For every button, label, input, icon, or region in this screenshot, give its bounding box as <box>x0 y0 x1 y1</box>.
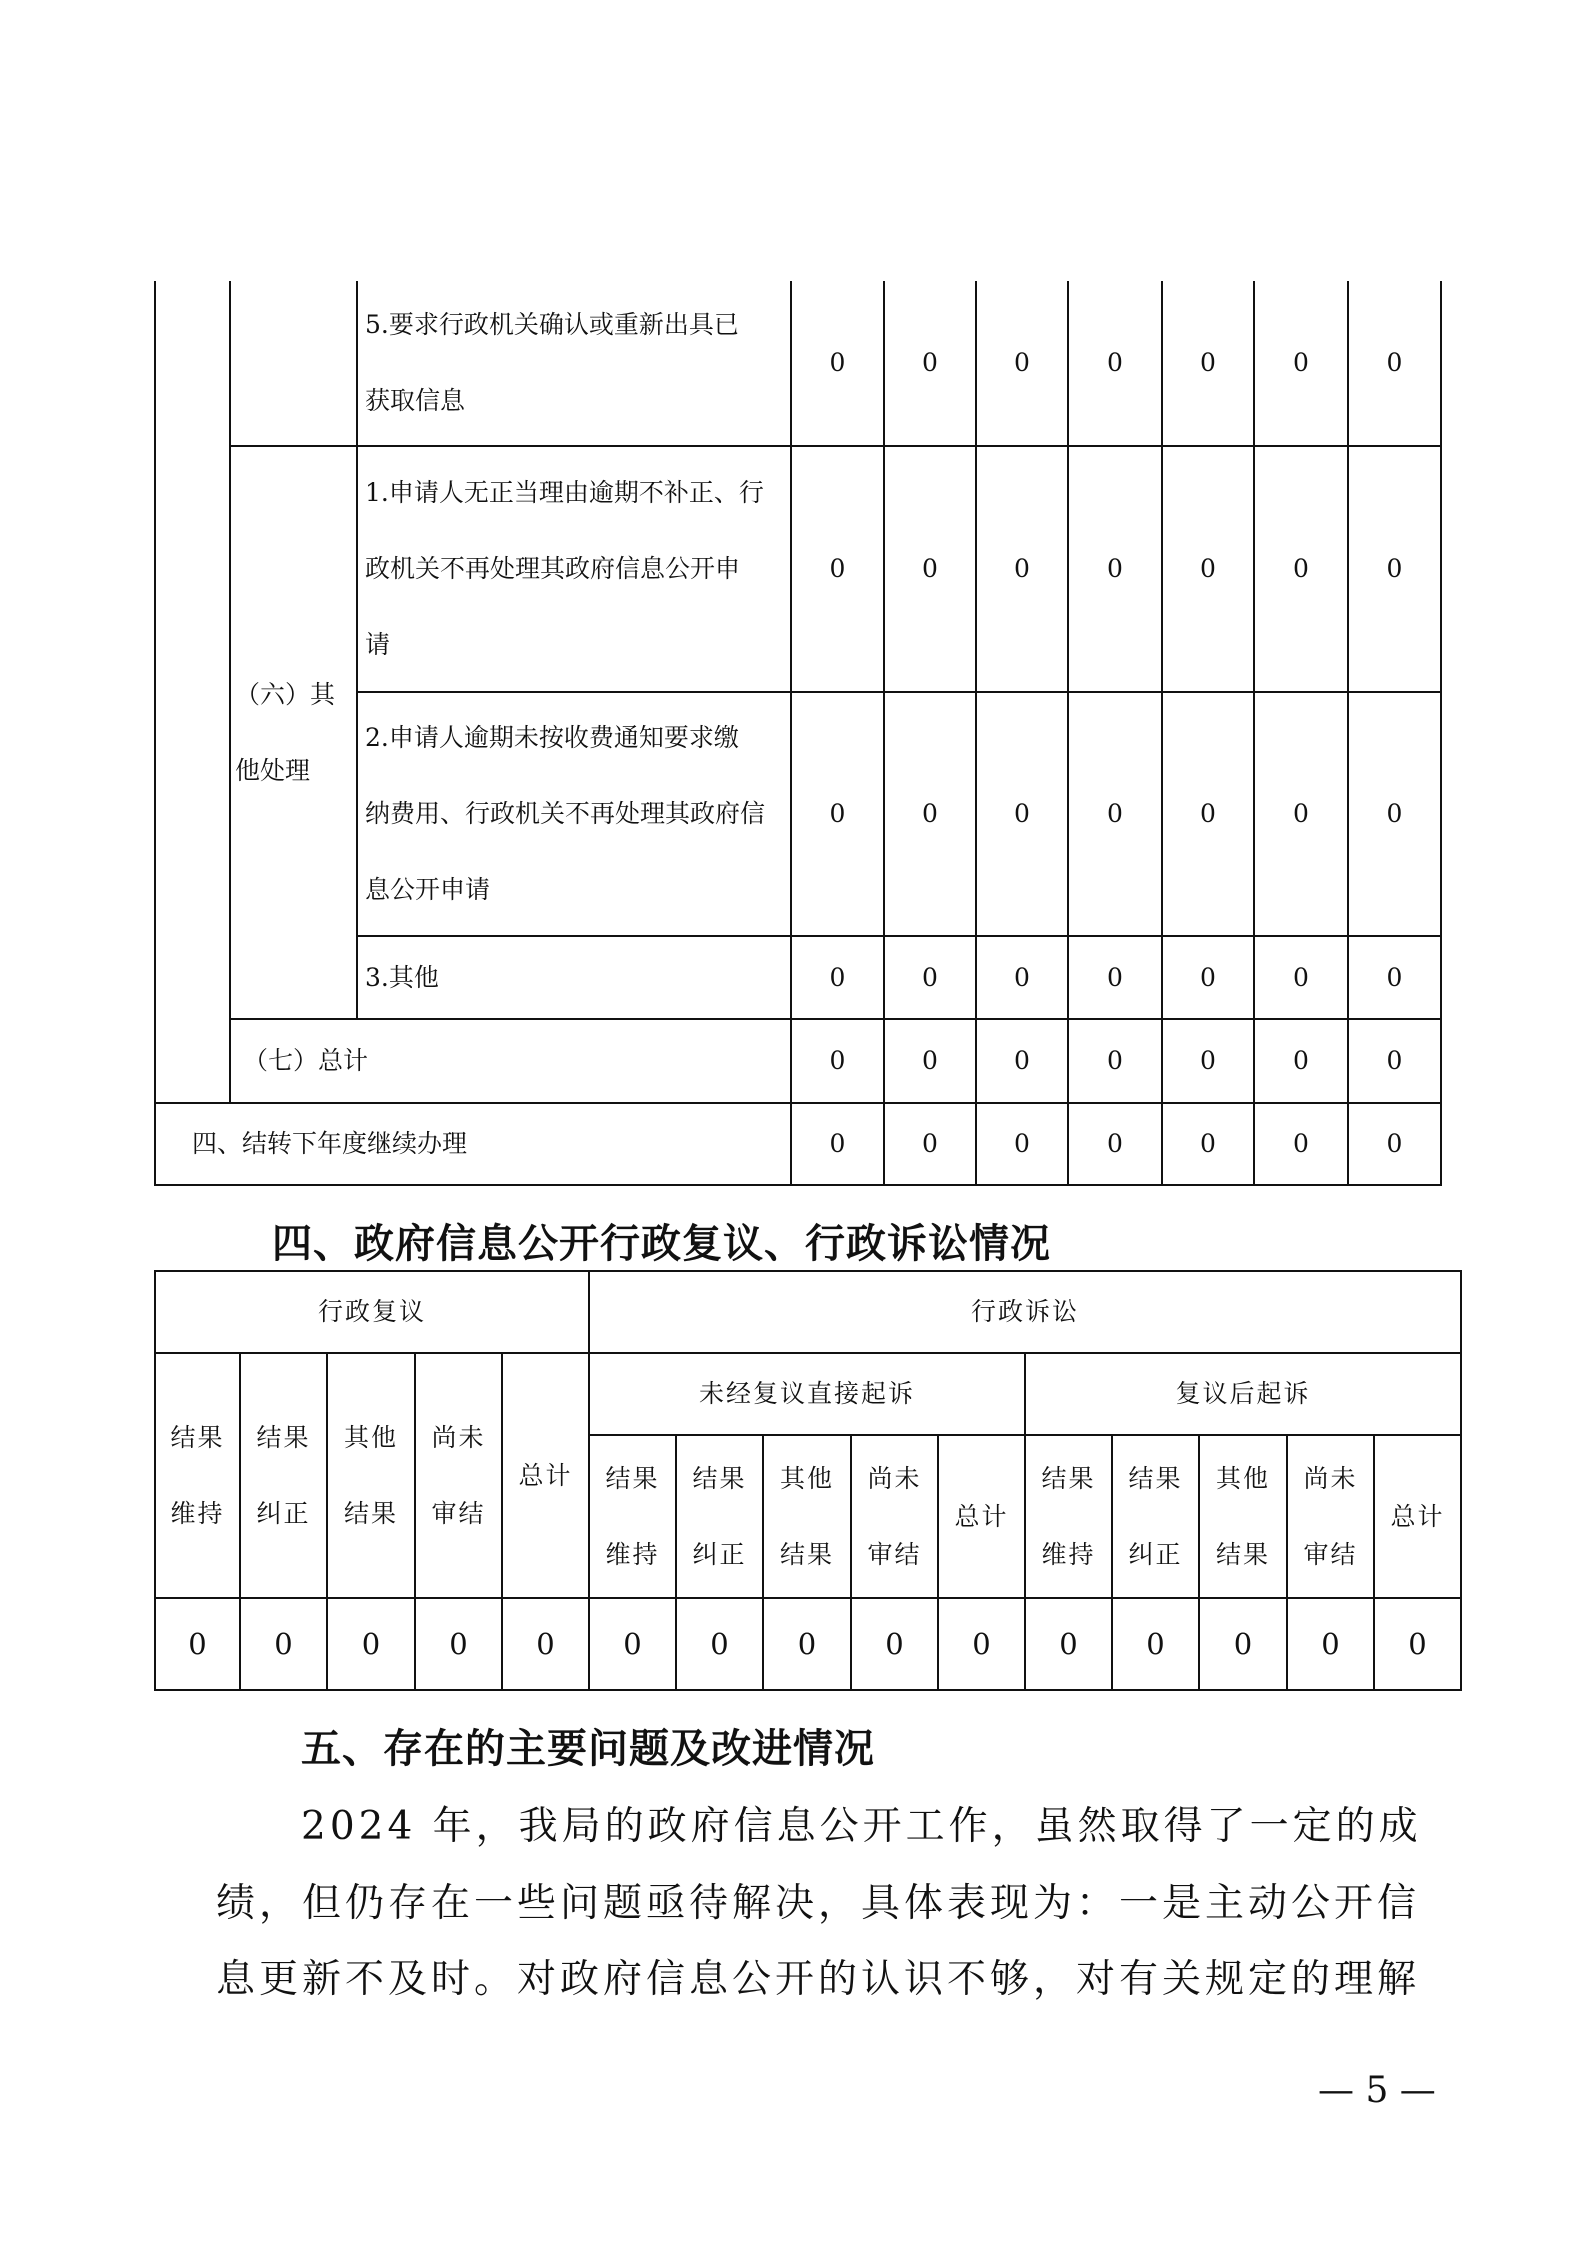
sub-header-cell: 总计 <box>503 1354 590 1599</box>
row-label-carryover: 四、结转下年度继续办理 <box>154 1104 792 1186</box>
value-cell: 0 <box>885 447 977 693</box>
value-cell: 0 <box>885 1020 977 1104</box>
value-cell: 0 <box>1069 281 1163 447</box>
header-administrative-litigation: 行政诉讼 <box>590 1270 1462 1354</box>
value-cell: 0 <box>1163 281 1255 447</box>
value-cell: 0 <box>977 693 1069 937</box>
value-cell: 0 <box>885 281 977 447</box>
value-cell: 0 <box>977 1020 1069 1104</box>
value-cell: 0 <box>1255 1104 1349 1186</box>
sub-header-cell: 结果 维持 <box>590 1436 677 1599</box>
value-cell: 0 <box>416 1599 503 1691</box>
value-cell: 0 <box>1069 447 1163 693</box>
value-cell: 0 <box>1255 447 1349 693</box>
value-cell: 0 <box>885 937 977 1020</box>
section-5-heading: 五、存在的主要问题及改进情况 <box>301 1726 875 1772</box>
paragraph-line: 2024 年，我局的政府信息公开工作，虽然取得了一定的成 <box>301 1804 1422 1849</box>
value-cell: 0 <box>677 1599 764 1691</box>
value-cell: 0 <box>1375 1599 1462 1691</box>
sub-header-cell: 尚未 审结 <box>852 1436 939 1599</box>
value-cell: 0 <box>1349 447 1442 693</box>
value-cell: 0 <box>885 693 977 937</box>
sub-header-cell: 总计 <box>1375 1436 1462 1599</box>
value-cell: 0 <box>1163 937 1255 1020</box>
value-cell: 0 <box>328 1599 416 1691</box>
value-cell: 0 <box>1349 1104 1442 1186</box>
value-cell: 0 <box>1113 1599 1200 1691</box>
paragraph-line: 息更新不及时。对政府信息公开的认识不够，对有关规定的理解 <box>216 1957 1421 2002</box>
sub-header-cell: 结果 纠正 <box>1113 1436 1200 1599</box>
value-cell: 0 <box>1069 937 1163 1020</box>
value-cell: 0 <box>1255 281 1349 447</box>
subcategory-cell <box>231 281 358 447</box>
value-cell: 0 <box>792 1104 885 1186</box>
value-cell: 0 <box>977 281 1069 447</box>
sub-header-cell: 其他 结果 <box>764 1436 852 1599</box>
value-cell: 0 <box>764 1599 852 1691</box>
value-cell: 0 <box>1163 447 1255 693</box>
value-cell: 0 <box>977 1104 1069 1186</box>
value-cell: 0 <box>1255 693 1349 937</box>
value-cell: 0 <box>852 1599 939 1691</box>
value-cell: 0 <box>1200 1599 1288 1691</box>
sub-header-cell: 尚未 审结 <box>416 1354 503 1599</box>
row-label: 5.要求行政机关确认或重新出具已 获取信息 <box>358 281 792 447</box>
value-cell: 0 <box>977 447 1069 693</box>
value-cell: 0 <box>1349 281 1442 447</box>
header-administrative-review: 行政复议 <box>154 1270 590 1354</box>
value-cell: 0 <box>939 1599 1026 1691</box>
value-cell: 0 <box>1163 1104 1255 1186</box>
value-cell: 0 <box>1026 1599 1113 1691</box>
header-after-review-litigation: 复议后起诉 <box>1026 1354 1462 1436</box>
value-cell: 0 <box>977 937 1069 1020</box>
sub-header-cell: 结果 维持 <box>1026 1436 1113 1599</box>
page-number: — 5 — <box>1318 2070 1436 2111</box>
value-cell: 0 <box>1163 1020 1255 1104</box>
value-cell: 0 <box>792 281 885 447</box>
value-cell: 0 <box>154 1599 241 1691</box>
value-cell: 0 <box>792 1020 885 1104</box>
value-cell: 0 <box>503 1599 590 1691</box>
value-cell: 0 <box>1349 693 1442 937</box>
row-label: 3.其他 <box>358 937 792 1020</box>
value-cell: 0 <box>1163 693 1255 937</box>
paragraph-line: 绩，但仍存在一些问题亟待解决，具体表现为：一是主动公开信 <box>216 1881 1421 1926</box>
value-cell: 0 <box>590 1599 677 1691</box>
sub-header-cell: 其他 结果 <box>1200 1436 1288 1599</box>
sub-header-cell: 结果 维持 <box>154 1354 241 1599</box>
sub-header-cell: 结果 纠正 <box>241 1354 328 1599</box>
row-label: 2.申请人逾期未按收费通知要求缴 纳费用、行政机关不再处理其政府信 息公开申请 <box>358 693 792 937</box>
value-cell: 0 <box>792 937 885 1020</box>
value-cell: 0 <box>1255 1020 1349 1104</box>
value-cell: 0 <box>1069 1104 1163 1186</box>
value-cell: 0 <box>1349 937 1442 1020</box>
sub-header-cell: 尚未 审结 <box>1288 1436 1375 1599</box>
value-cell: 0 <box>1288 1599 1375 1691</box>
value-cell: 0 <box>1255 937 1349 1020</box>
value-cell: 0 <box>792 447 885 693</box>
value-cell: 0 <box>792 693 885 937</box>
group-other-cell: （六）其 他处理 <box>231 447 358 1020</box>
value-cell: 0 <box>1069 693 1163 937</box>
sub-header-cell: 结果 纠正 <box>677 1436 764 1599</box>
header-direct-litigation: 未经复议直接起诉 <box>590 1354 1026 1436</box>
sub-header-cell: 其他 结果 <box>328 1354 416 1599</box>
value-cell: 0 <box>885 1104 977 1186</box>
value-cell: 0 <box>1069 1020 1163 1104</box>
row-label: 1.申请人无正当理由逾期不补正、行 政机关不再处理其政府信息公开申 请 <box>358 447 792 693</box>
value-cell: 0 <box>241 1599 328 1691</box>
category-cell <box>154 281 231 1104</box>
row-label-total: （七）总计 <box>231 1020 792 1104</box>
sub-header-cell: 总计 <box>939 1436 1026 1599</box>
value-cell: 0 <box>1349 1020 1442 1104</box>
section-4-heading: 四、政府信息公开行政复议、行政诉讼情况 <box>272 1221 1051 1267</box>
